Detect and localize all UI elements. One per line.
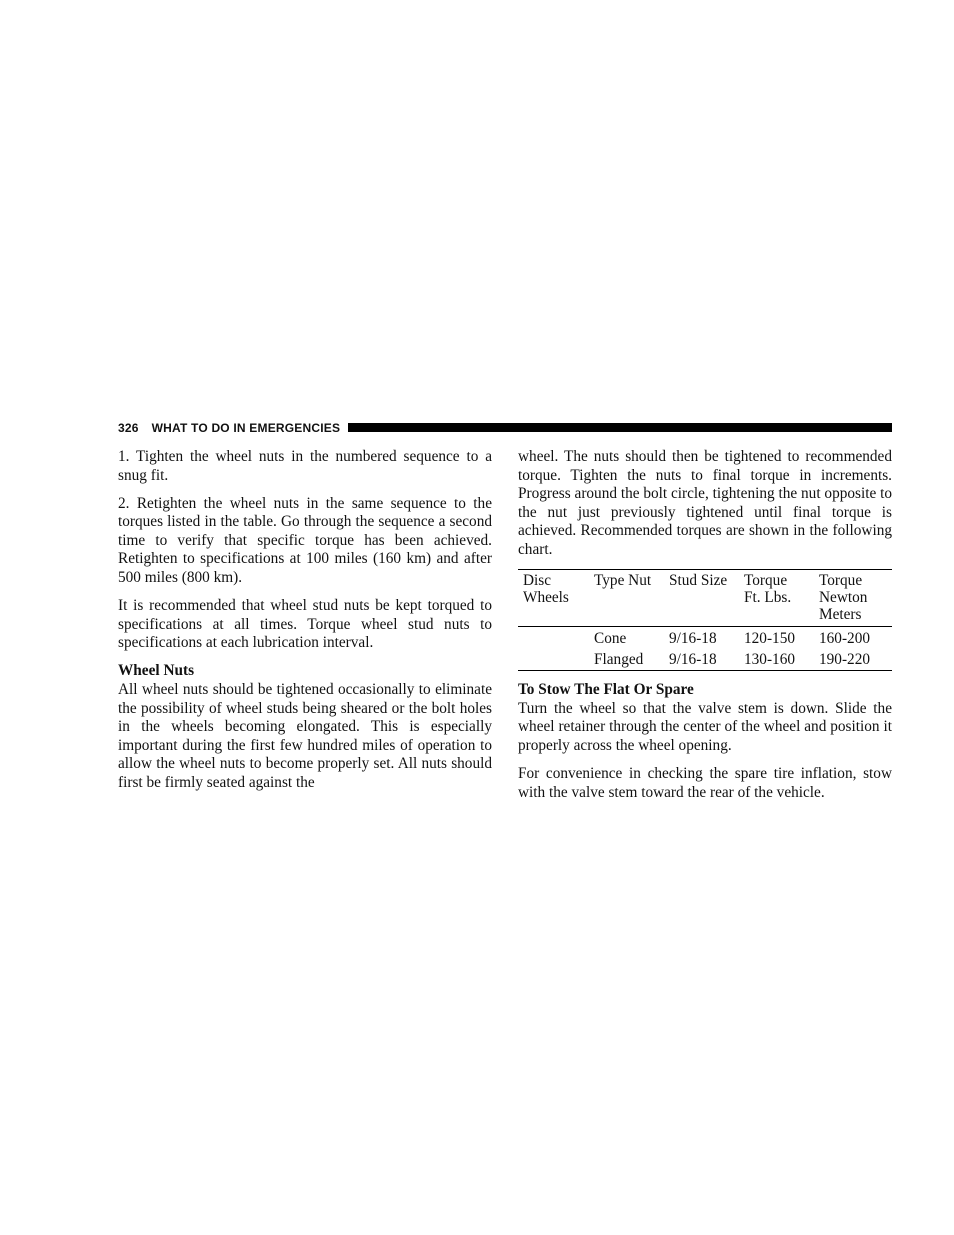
left-column [118,448,492,802]
cell-torque-newton-meters: 160-200 [819,630,870,648]
stow-text-1: Turn the wheel so that the valve stem is down. Slide the wheel retainer through the center of the wheel and position it properly across the wheel opening. [518,699,892,754]
header-type-nut: Type Nut [589,570,664,627]
step-2-text: 2. Retighten the wheel nuts in the same sequence to the torques listed in the table. Go through the sequence a second time to verify that specific torque has been achieved. Retighten to specifications at 100 miles (160 km) and after 500 miles (800 km). [118,494,492,587]
cell-stud-size: 9/16-18 [669,630,717,648]
stow-text-2: For convenience in checking the spare tire inflation, stow with the valve stem toward the rear of the vehicle. [518,764,892,801]
continuation-text: wheel. The nuts should then be tightened to recommended torque. Tighten the nuts to final torque in increments. Progress around the bolt circle, tightening the nut opposite to the nut just previously tightened until final torque is achieved. Recommended torques are shown in the following chart. [518,448,892,558]
table-header-row [518,570,892,627]
header-rule [348,423,892,432]
page-header [118,420,892,435]
table-row [518,648,892,671]
cell-type-nut: Flanged [589,648,664,671]
header-torque-ft-lbs: Torque Ft. Lbs. [739,570,814,627]
stow-heading: To Stow The Flat Or Spare [518,681,694,699]
cell-disc-wheels [518,648,589,671]
cell-stud-size: 9/16-18 [664,648,739,671]
header-disc-wheels: Disc Wheels [518,570,589,627]
cell-torque-ft-lbs: 130-160 [739,648,814,671]
cell-torque-newton-meters: 190-220 [814,648,892,671]
step-1-text: 1. Tighten the wheel nuts in the numbered sequence to a snug fit. [118,448,492,484]
cell-type-nut: Cone [594,630,627,648]
wheel-nuts-text: All wheel nuts should be tightened occasionally to eliminate the possibility of wheel studs being sheared or the bolt holes in the wheels becoming elongated. This is especially important during the first few hundred miles of operation to allow the wheel nuts to become properly set. All nuts should first be firmly seated against the [118,681,492,791]
header-torque-newton-meters: Torque Newton Meters [814,570,892,627]
header-stud-size: Stud Size [664,570,739,627]
cell-torque-ft-lbs: 120-150 [744,630,795,648]
recommendation-text: It is recommended that wheel stud nuts be kept torqued to specifications at all times. Torque wheel stud nuts to specifications at each lubrication interval. [118,597,492,652]
wheel-nuts-heading: Wheel Nuts [118,662,195,680]
table-row [518,627,892,649]
section-title: WHAT TO DO IN EMERGENCIES [151,420,341,435]
torque-table [518,569,892,671]
cell-disc-wheels [518,627,589,649]
page-number: 326 [118,420,139,435]
right-column [518,448,892,812]
